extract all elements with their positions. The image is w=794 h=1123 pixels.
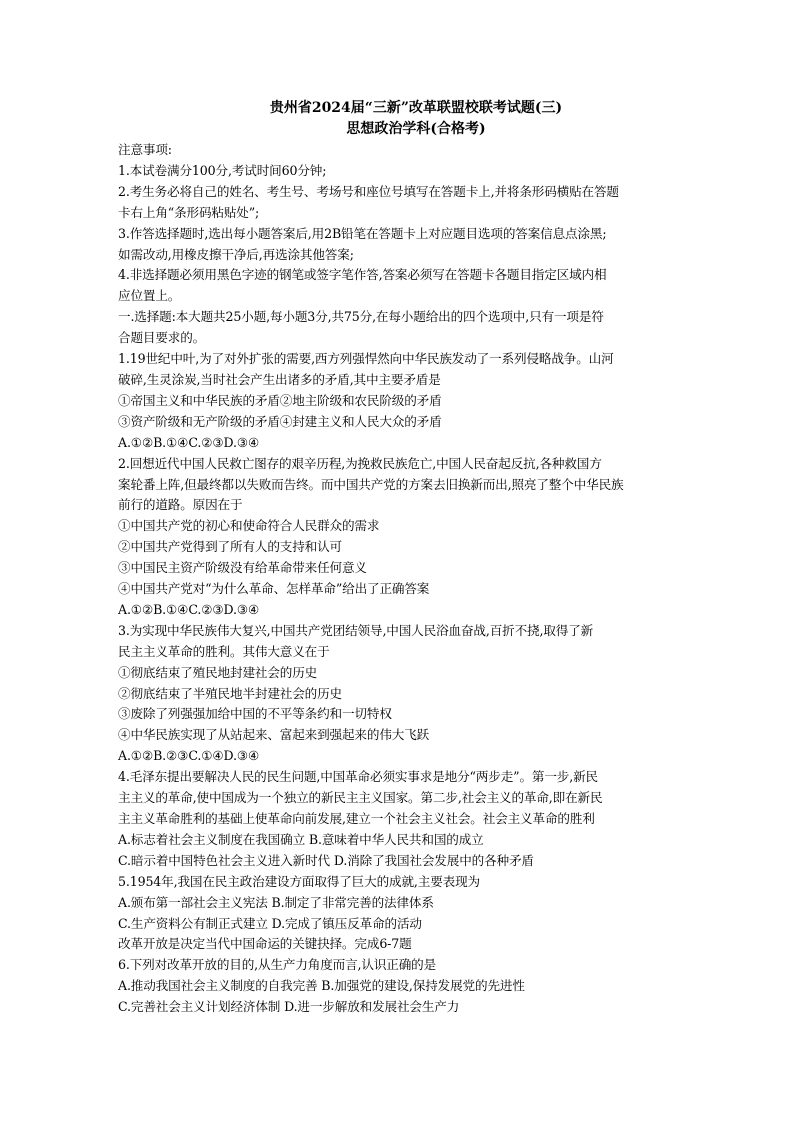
text-line: 6.下列对改革开放的目的,从生产力角度而言,认识正确的是 — [118, 957, 437, 973]
text-line: 注意事项: — [118, 142, 172, 157]
text-line: A.①②B.①④C.②③D.③④ — [118, 434, 260, 450]
text-line: 4.非选择题必须用黑色字迹的钢笔或签字笔作答,答案必须写在答题卡各题目指定区域内相 — [118, 267, 607, 283]
text-line: C.完善社会主义计划经济体制 D.进一步解放和发展社会生产力 — [118, 999, 460, 1015]
text-line: 应位置上。 — [118, 288, 181, 304]
text-line: 3.作答选择题时,选出每小题答案后,用2B铅笔在答题卡上对应题目选项的答案信息点涂黑; — [118, 225, 607, 241]
title-line-2: 思想政治学科(合格考) — [346, 121, 486, 137]
text-line: ③废除了列强强加给中国的不平等条约和一切特权 — [118, 706, 392, 722]
text-line: ①中国共产党的初心和使命符合人民群众的需求 — [118, 518, 380, 534]
exam-title — [146, 98, 686, 140]
text-line: 案轮番上阵,但最终都以失败而告终。而中国共产党的方案去旧换新而出,照亮了整个中华民族 — [118, 476, 624, 492]
text-line: A.①②B.①④C.②③D.③④ — [118, 601, 260, 617]
text-line: 改革开放是决定当代中国命运的关键抉择。完成6-7题 — [118, 936, 412, 952]
text-line: ②中国共产党得到了所有人的支持和认可 — [118, 539, 342, 555]
text-line: 破碎,生灵涂炭,当时社会产生出诸多的矛盾,其中主要矛盾是 — [118, 371, 441, 387]
text-line: A.①②B.②③C.①④D.③④ — [118, 748, 260, 764]
exam-body — [118, 140, 686, 1018]
text-line: ③资产阶级和无产阶级的矛盾④封建主义和人民大众的矛盾 — [118, 413, 442, 429]
text-line: 前行的道路。原因在于 — [118, 497, 243, 513]
text-line: A.推动我国社会主义制度的自我完善 B.加强党的建设,保持发展党的先进性 — [118, 978, 525, 994]
text-line: 卡右上角“条形码粘贴处”; — [118, 204, 260, 220]
text-line: 主主义的革命,使中国成为一个独立的新民主主义国家。第二步,社会主义的革命,即在新民 — [118, 790, 603, 806]
text-line: ④中国共产党对“为什么革命、怎样革命”给出了正确答案 — [118, 581, 430, 597]
title-line-1: 贵州省2024届“三新”改革联盟校联考试题(三) — [269, 100, 563, 116]
text-line: 民主主义革命的胜利。其伟大意义在于 — [118, 643, 330, 659]
text-line: 1.19世纪中叶,为了对外扩张的需要,西方列强悍然向中华民族发动了一系列侵略战争。山河 — [118, 351, 614, 367]
text-line: ③中国民主资产阶级没有给革命带来任何意义 — [118, 560, 367, 576]
text-line: 如需改动,用橡皮擦干净后,再选涂其他答案; — [118, 246, 354, 262]
text-line: 5.1954年,我国在民主政治建设方面取得了巨大的成就,主要表现为 — [118, 873, 480, 889]
text-line: 合题目要求的。 — [118, 330, 206, 346]
text-line: ①帝国主义和中华民族的矛盾②地主阶级和农民阶级的矛盾 — [118, 392, 442, 408]
text-line: 3.为实现中华民族伟大复兴,中国共产党团结领导,中国人民浴血奋战,百折不挠,取得了新 — [118, 622, 594, 638]
text-line: 2.回想近代中国人民救亡图存的艰辛历程,为挽救民族危亡,中国人民奋起反抗,各种救国方 — [118, 455, 602, 471]
text-line: C.生产资料公有制正式建立 D.完成了镇压反革命的活动 — [118, 915, 422, 931]
text-line: C.暗示着中国特色社会主义进入新时代 D.消除了我国社会发展中的各种矛盾 — [118, 852, 534, 868]
text-line: 2.考生务必将自己的姓名、考生号、考场号和座位号填写在答题卡上,并将条形码横贴在答题 — [118, 183, 619, 199]
text-line: 主主义革命胜利的基础上使革命向前发展,建立一个社会主义社会。社会主义革命的胜利 — [118, 811, 595, 826]
text-line: 4.毛泽东提出要解决人民的民生问题,中国革命必须实事求是地分“两步走”。第一步,新民 — [118, 769, 598, 785]
text-line: ①彻底结束了殖民地封建社会的历史 — [118, 664, 318, 680]
text-line: A.颁布第一部社会主义宪法 B.制定了非常完善的法律体系 — [118, 894, 434, 910]
text-line: ④中华民族实现了从站起来、富起来到强起来的伟大飞跃 — [118, 727, 430, 743]
text-line: 一.选择题:本大题共25小题,每小题3分,共75分,在每小题给出的四个选项中,只有一项是符 — [118, 309, 604, 325]
text-line: A.标志着社会主义制度在我国确立 B.意味着中华人民共和国的成立 — [118, 831, 484, 847]
text-line: ②彻底结束了半殖民地半封建社会的历史 — [118, 685, 342, 701]
text-line: 1.本试卷满分100分,考试时间60分钟; — [118, 162, 327, 178]
